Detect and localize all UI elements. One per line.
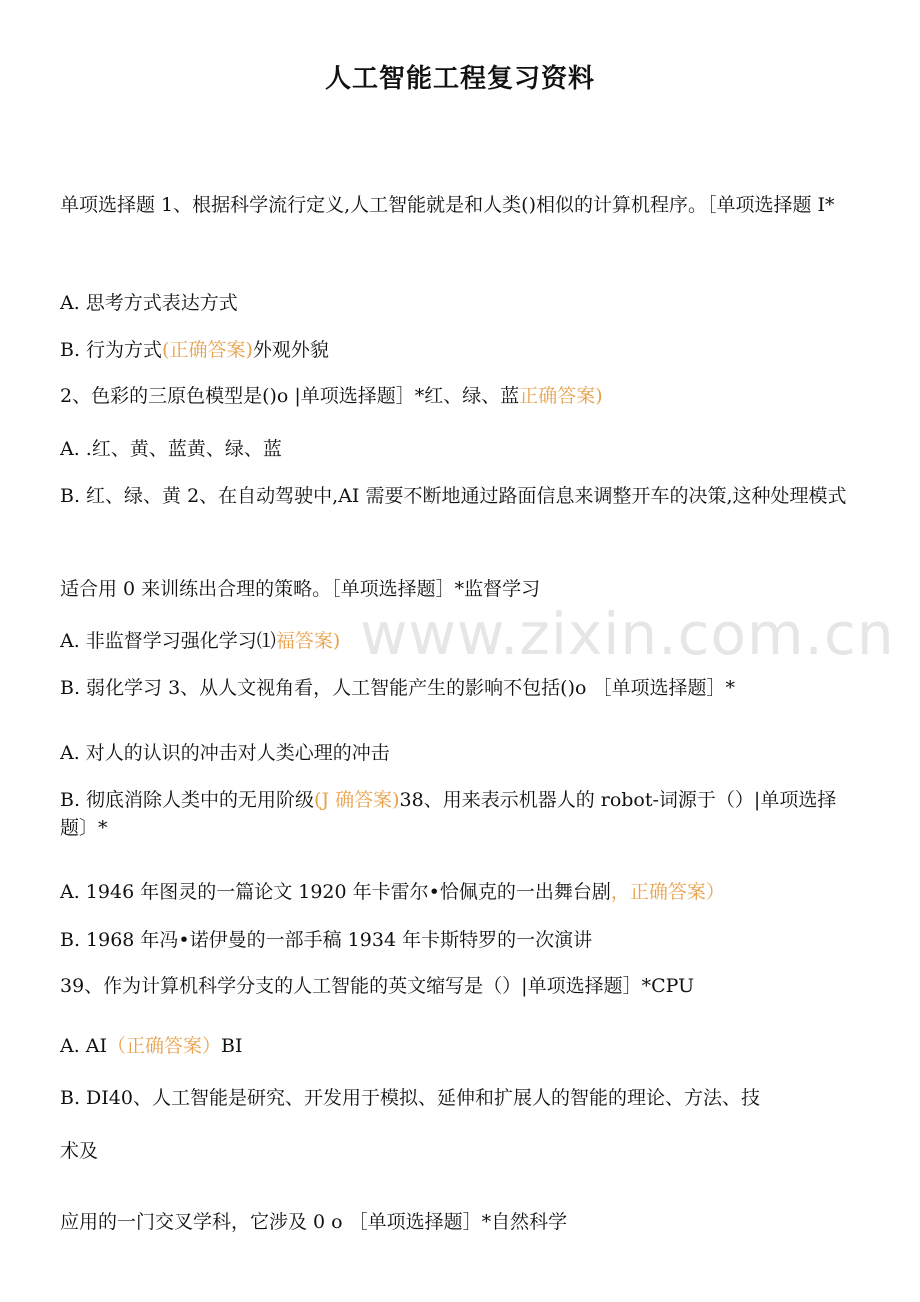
question-text-continued: 术及 <box>60 1140 99 1162</box>
question-1-option-b <box>60 336 860 364</box>
option-text: BI <box>221 1035 243 1057</box>
question-38-option-b: B. 1968 年冯•诺伊曼的一部手稿 1934 年卡斯特罗的一次演讲 <box>60 929 593 951</box>
question-39-option-b: B. DI40、人工智能是研究、开发用于模拟、延伸和扩展人的智能的理论、方法、技 <box>60 1087 760 1109</box>
watermark: www.zixin.com.cn <box>360 600 895 668</box>
option-text: A. AI <box>60 1035 108 1057</box>
correct-answer-mark: （正确答案） <box>107 1035 222 1057</box>
question-3-option-b <box>60 786 860 842</box>
question-39: 39、作为计算机科学分支的人工智能的英文缩写是（）|单项选择题］*CPU <box>60 975 695 997</box>
question-2-option-b: B. 红、绿、黄 2、在自动驾驶中,AI 需要不断地通过路面信息来调整开车的决策,这种处理模式 <box>60 485 847 507</box>
question-2-option-a: A. .红、黄、蓝黄、绿、蓝 <box>60 438 282 460</box>
question-option-a <box>60 627 860 655</box>
question-1-option-a: A. 思考方式表达方式 <box>60 292 238 314</box>
page-title: 人工智能工程复习资料 <box>324 64 595 94</box>
option-text: A. 非监督学习强化学习⑴ <box>60 630 276 652</box>
question-1: 单项选择题 1、根据科学流行定义,人工智能就是和人类()相似的计算机程序。［单项选择题 I* <box>60 194 835 216</box>
option-text: 外观外貌 <box>252 339 329 361</box>
question-text: 2、色彩的三原色模型是()o |单项选择题］*红、绿、蓝 <box>60 385 520 407</box>
correct-answer-mark: (J 确答案) <box>314 789 400 811</box>
question-text-continued: 适合用 0 来训练出合理的策略。［单项选择题］*监督学习 <box>60 578 541 600</box>
option-text: B. 行为方式 <box>60 339 163 361</box>
question-39-option-a <box>60 1032 860 1060</box>
correct-answer-mark: 福答案) <box>275 630 341 652</box>
question-3-option-a: A. 对人的认识的冲击对人类心理的冲击 <box>60 742 390 764</box>
question-2 <box>60 382 860 410</box>
correct-answer-mark: ，正确答案） <box>610 881 725 903</box>
correct-answer-mark: (正确答案) <box>162 339 253 361</box>
option-text: A. 1946 年图灵的一篇论文 1920 年卡雷尔•恰佩克的一出舞台剧 <box>60 881 611 903</box>
question-40-continued: 应用的一门交叉学科，它涉及 0 o ［单项选择题］*自然科学 <box>60 1211 568 1233</box>
question-option-b: B. 弱化学习 3、从人文视角看，人工智能产生的影响不包括()o ［单项选择题］* <box>60 677 735 699</box>
correct-answer-mark: 正确答案) <box>519 385 603 407</box>
option-text: B. 彻底消除人类中的无用阶级 <box>60 789 315 811</box>
question-38-option-a <box>60 878 860 906</box>
question-text: 38、用来表示机器人的 robot-词源于（）|单项选择题〕* <box>60 789 837 839</box>
